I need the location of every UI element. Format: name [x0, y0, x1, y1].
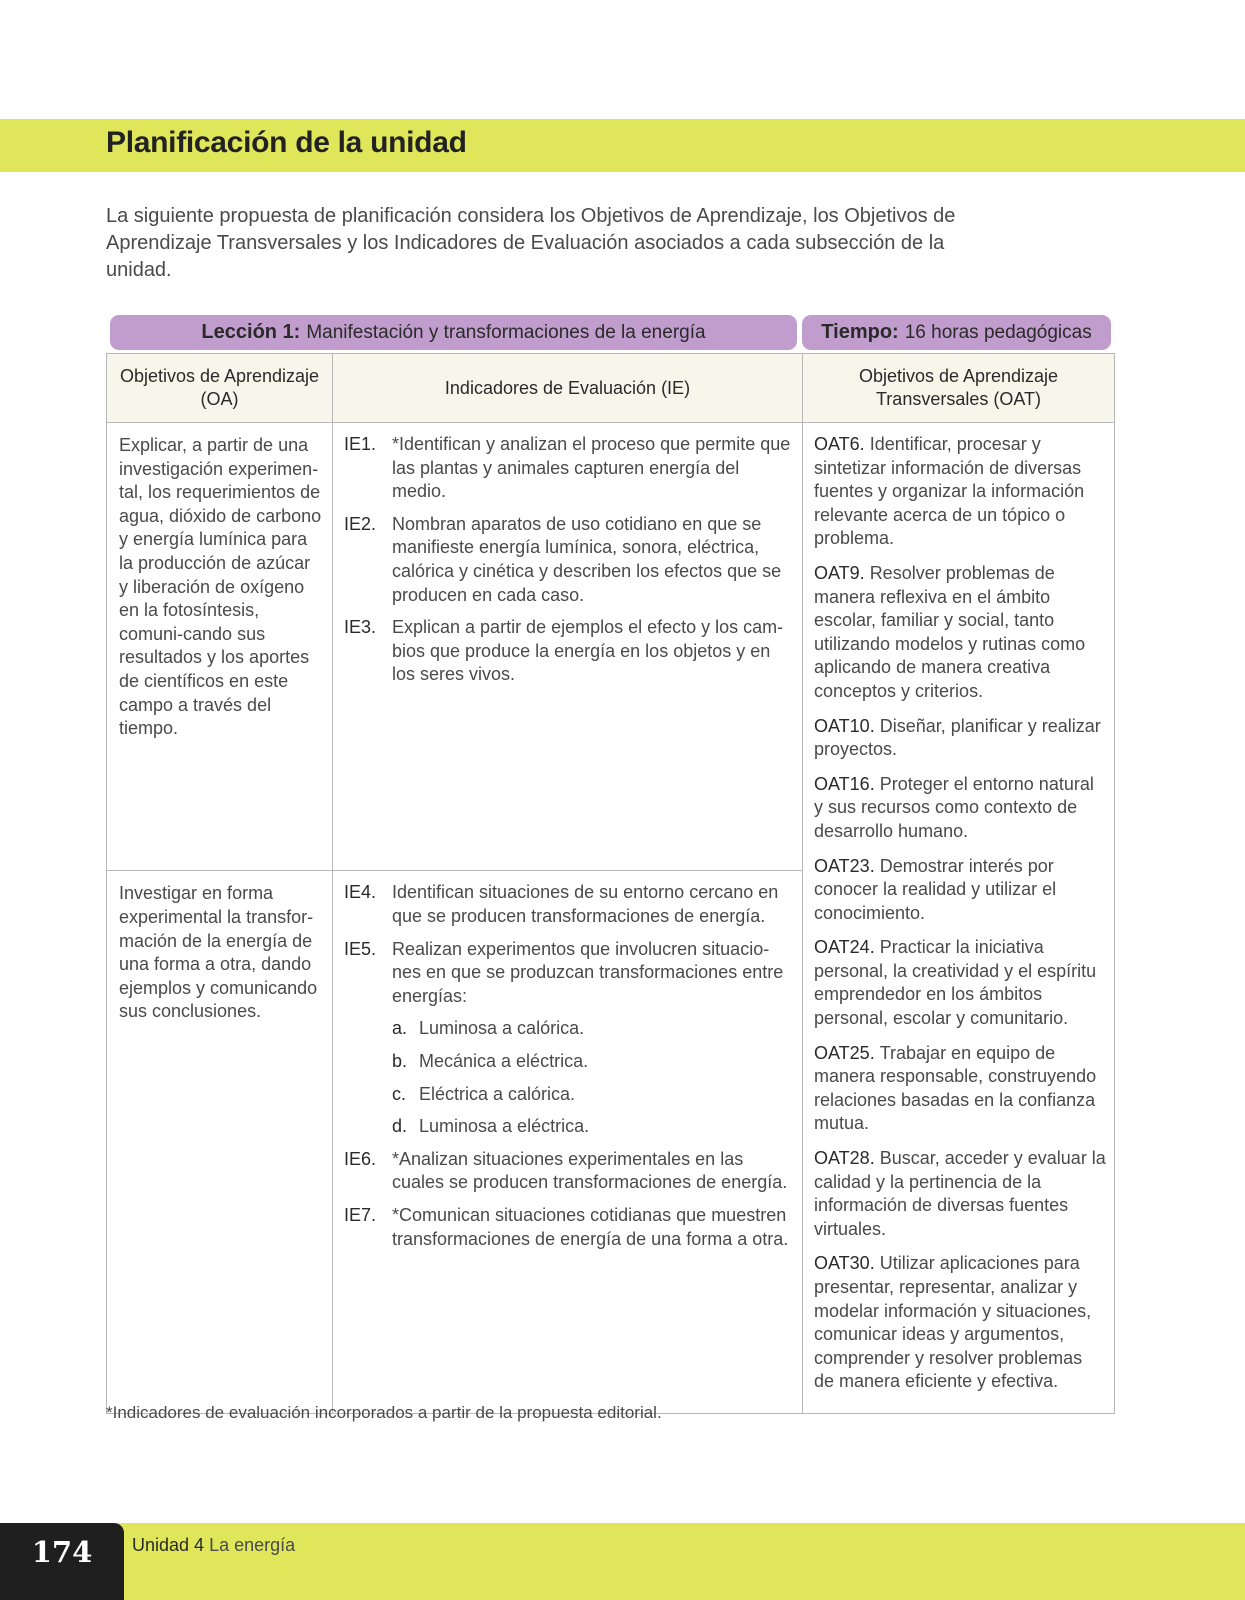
lesson-label: Lección 1:: [201, 321, 301, 343]
oat-code: OAT30.: [814, 1253, 875, 1274]
ie-text: Explican a partir de ejemplos el efecto y los cam-bios que produce la energía en los objetos y en los seres vivos.: [392, 617, 784, 685]
lesson-header: [110, 315, 797, 350]
footnote: *Indicadores de evaluación incorporados a partir de la propuesta editorial.: [106, 1403, 662, 1422]
oat-code: OAT28.: [814, 1148, 875, 1169]
oat-text: Practicar la iniciativa personal, la creatividad y el espíritu emprendedor en los ámbitos personal, escolar y comunitario.: [814, 937, 1097, 1029]
ie-sub-text: Luminosa a eléctrica.: [419, 1116, 590, 1137]
intro-paragraph: La siguiente propuesta de planificación considera los Objetivos de Aprendizaje, los Objetivos de Aprendizaje Transversales y los Indicadores de Evaluación asociados a cada subsección de la unidad.: [106, 205, 956, 281]
ie-sub-text: Luminosa a calórica.: [419, 1018, 585, 1039]
oa-cell-1: Explicar, a partir de una investigación experimen-tal, los requerimientos de agua, dióxido de carbono y energía lumínica para la producción de azúcar y liberación de oxígeno en la fotosíntesis, comuni-cando sus resultados y los aportes de científicos en este campo a través del tiempo.: [107, 423, 333, 871]
time-header: [802, 315, 1111, 350]
oat-cell: [803, 423, 1115, 1414]
header-ie: Indicadores de Evaluación (IE): [333, 354, 803, 423]
page-number: 174: [0, 1523, 124, 1600]
oat-item: [814, 1042, 1106, 1136]
oat-item: [814, 562, 1106, 704]
page-title: Planificación de la unidad: [106, 126, 467, 159]
ie-sub-text: Eléctrica a calórica.: [419, 1083, 576, 1104]
ie-text: *Comunican situaciones cotidianas que muestren transformaciones de energía de una forma a otra.: [392, 1204, 789, 1249]
ie-code: IE4.: [344, 882, 377, 903]
oat-code: OAT25.: [814, 1042, 875, 1063]
planning-table: [106, 353, 1115, 1414]
ie-cell-1: [333, 423, 803, 871]
ie-text: Realizan experimentos que involucren situacio-nes en que se produzcan transformaciones entre energías:: [392, 938, 784, 1006]
oat-code: OAT10.: [814, 715, 875, 736]
oat-text: Buscar, acceder y evaluar la calidad y la pertinencia de la información de diversas fuentes virtuales.: [814, 1148, 1106, 1239]
ie-sub-letter: d.: [392, 1116, 408, 1137]
oat-item: [814, 1147, 1106, 1241]
oat-text: Trabajar en equipo de manera responsable, construyendo relaciones basadas en la confianza mutua.: [814, 1042, 1097, 1134]
oat-item: [814, 936, 1106, 1030]
ie-sub-item: [392, 1115, 794, 1139]
ie-code: IE5.: [344, 938, 377, 959]
oat-text: Diseñar, planificar y realizar proyectos.: [814, 715, 1101, 760]
oa-cell-2: Investigar en forma experimental la transfor-mación de la energía de una forma a otra, dando ejemplos y comunicando sus conclusiones.: [107, 871, 333, 1414]
ie-item: [344, 1204, 794, 1251]
oat-item: [814, 1252, 1106, 1394]
ie-item: [344, 881, 794, 928]
ie-code: IE1.: [344, 434, 377, 454]
ie-code: IE7.: [344, 1204, 377, 1225]
ie-item: [344, 938, 794, 1009]
oat-code: OAT9.: [814, 562, 865, 583]
ie-code: IE2.: [344, 513, 377, 534]
ie-sub-letter: a.: [392, 1018, 408, 1039]
oat-code: OAT6.: [814, 434, 865, 454]
ie-sub-letter: b.: [392, 1050, 408, 1071]
time-label: Tiempo:: [821, 321, 899, 343]
ie-sub-item: [392, 1017, 794, 1041]
unit-number: Unidad 4: [132, 1535, 205, 1555]
ie-item: [344, 1148, 794, 1195]
ie-code: IE3.: [344, 617, 377, 638]
ie-sub-text: Mecánica a eléctrica.: [419, 1050, 589, 1071]
ie-item: [344, 513, 794, 607]
oat-code: OAT16.: [814, 773, 875, 794]
table-header-row: [107, 354, 1115, 423]
oat-code: OAT23.: [814, 855, 875, 876]
oat-item: [814, 433, 1106, 551]
oat-item: [814, 773, 1106, 844]
ie-text: Nombran aparatos de uso cotidiano en que se manifieste energía lumínica, sonora, eléctrica, calórica y cinética y describen los efectos que se producen en cada caso.: [392, 513, 782, 605]
unit-label: [132, 1535, 295, 1556]
table-row: [107, 423, 1115, 871]
ie-text: *Analizan situaciones experimentales en las cuales se producen transformaciones de energía.: [392, 1148, 788, 1193]
ie-text: Identifican situaciones de su entorno cercano en que se producen transformaciones de energía.: [392, 882, 779, 926]
time-value: 16 horas pedagógicas: [904, 321, 1092, 343]
oat-text: Proteger el entorno natural y sus recursos como contexto de desarrollo humano.: [814, 773, 1094, 841]
oat-text: Demostrar interés por conocer la realidad y utilizar el conocimiento.: [814, 855, 1057, 923]
oat-text: Resolver problemas de manera reflexiva en el ámbito escolar, familiar y social, tanto utilizando modelos y rutinas como aplicando de manera creativa conceptos y criterios.: [814, 562, 1086, 701]
oat-text: Utilizar aplicaciones para presentar, representar, analizar y modelar información y situaciones, comunicar ideas y argumentos, comprender y resolver problemas de manera eficiente y efectiva.: [814, 1253, 1092, 1392]
ie-item: [344, 433, 794, 504]
oat-item: [814, 855, 1106, 926]
oat-item: [814, 715, 1106, 762]
lesson-name: Manifestación y transformaciones de la energía: [306, 321, 706, 343]
ie-text: *Identifican y analizan el proceso que permite que las plantas y animales capturen energía del medio.: [392, 434, 791, 502]
oat-text: Identificar, procesar y sintetizar información de diversas fuentes y organizar la información relevante acerca de un tópico o problema.: [814, 434, 1085, 549]
header-oa: Objetivos de Aprendizaje (OA): [107, 354, 333, 423]
ie-item: [344, 616, 794, 687]
ie-cell-2: [333, 871, 803, 1414]
ie-code: IE6.: [344, 1148, 377, 1169]
unit-name: La energía: [209, 1535, 296, 1555]
header-oat: Objetivos de Aprendizaje Transversales (OAT): [803, 354, 1115, 423]
ie-sub-letter: c.: [392, 1083, 407, 1104]
oat-code: OAT24.: [814, 937, 875, 958]
ie-sub-item: [392, 1050, 794, 1074]
ie-sub-item: [392, 1083, 794, 1107]
